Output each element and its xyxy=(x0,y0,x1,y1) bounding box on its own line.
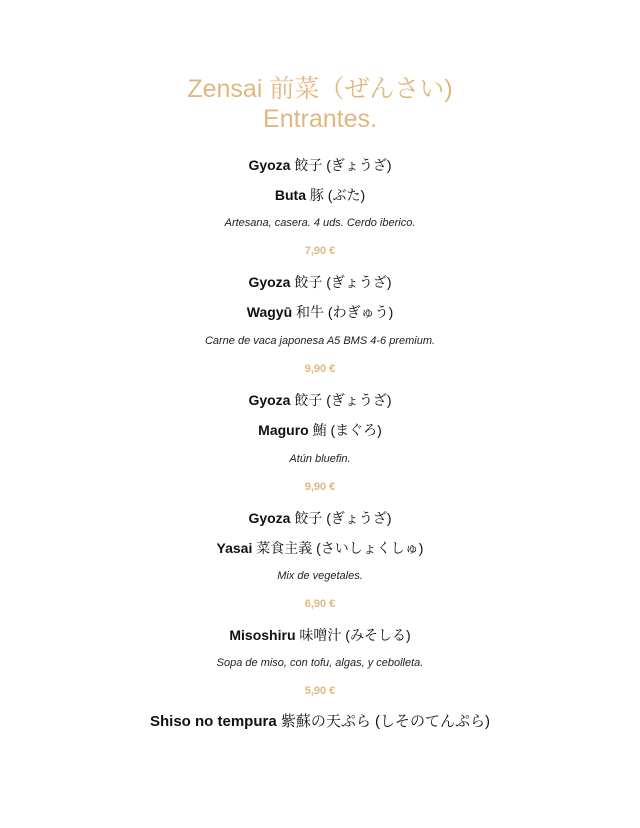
dish-japanese-name: 味噌汁 (みそしる) xyxy=(295,627,411,643)
dish-line xyxy=(0,303,640,321)
menu-section-title xyxy=(0,74,640,134)
dish-line xyxy=(0,273,640,291)
dish-price: 5,90 € xyxy=(304,685,336,697)
dish-japanese-name: 餃子 (ぎょうざ) xyxy=(290,392,392,408)
dish-price: 9,90 € xyxy=(304,363,336,375)
dish-japanese-name: 餃子 (ぎょうざ) xyxy=(290,510,392,526)
dish-japanese-name: 菜食主義 (さいしょくしゅ) xyxy=(252,540,424,556)
dish-description: Artesana, casera. 4 uds. Cerdo iberico. xyxy=(224,217,416,229)
section-title-japanese: Zensai 前菜（ぜんさい) xyxy=(187,75,453,103)
dish-description: Carne de vaca japonesa A5 BMS 4-6 premium. xyxy=(204,335,436,347)
dish-name: Misoshiru xyxy=(229,627,296,643)
section-title-spanish: Entrantes. xyxy=(263,105,377,133)
dish-line xyxy=(0,713,640,731)
dish-price: 9,90 € xyxy=(304,481,336,493)
dish-name: Maguro xyxy=(258,422,309,438)
dish-description: Mix de vegetales. xyxy=(277,570,363,582)
dish-line xyxy=(0,626,640,644)
dish-japanese-name: 和牛 (わぎゅう) xyxy=(292,304,394,320)
dish-japanese-name: 鮪 (まぐろ) xyxy=(308,422,382,438)
dish-japanese-name: 餃子 (ぎょうざ) xyxy=(290,157,392,173)
dish-line xyxy=(0,539,640,557)
dish-description: Atún bluefin. xyxy=(289,453,351,465)
dish-line xyxy=(0,156,640,174)
dish-line xyxy=(0,421,640,439)
dish-japanese-name: 豚 (ぶた) xyxy=(306,187,366,203)
dish-name: Gyoza xyxy=(248,157,291,173)
dish-name: Gyoza xyxy=(248,510,291,526)
dish-line xyxy=(0,509,640,527)
dish-name: Wagyū xyxy=(246,304,293,320)
dish-name: Gyoza xyxy=(248,392,291,408)
dish-line xyxy=(0,186,640,204)
dish-price: 7,90 € xyxy=(304,245,336,257)
dish-japanese-name: 餃子 (ぎょうざ) xyxy=(290,274,392,290)
dish-line xyxy=(0,391,640,409)
dish-description: Sopa de miso, con tofu, algas, y cebolleta. xyxy=(216,657,424,669)
dish-price: 6,90 € xyxy=(304,598,336,610)
dish-name: Yasai xyxy=(216,540,253,556)
dish-japanese-name: 紫蘇の天ぷら (しそのてんぷら) xyxy=(276,713,490,730)
dish-name: Shiso no tempura xyxy=(149,713,277,730)
dish-name: Buta xyxy=(274,187,306,203)
dish-name: Gyoza xyxy=(248,274,291,290)
